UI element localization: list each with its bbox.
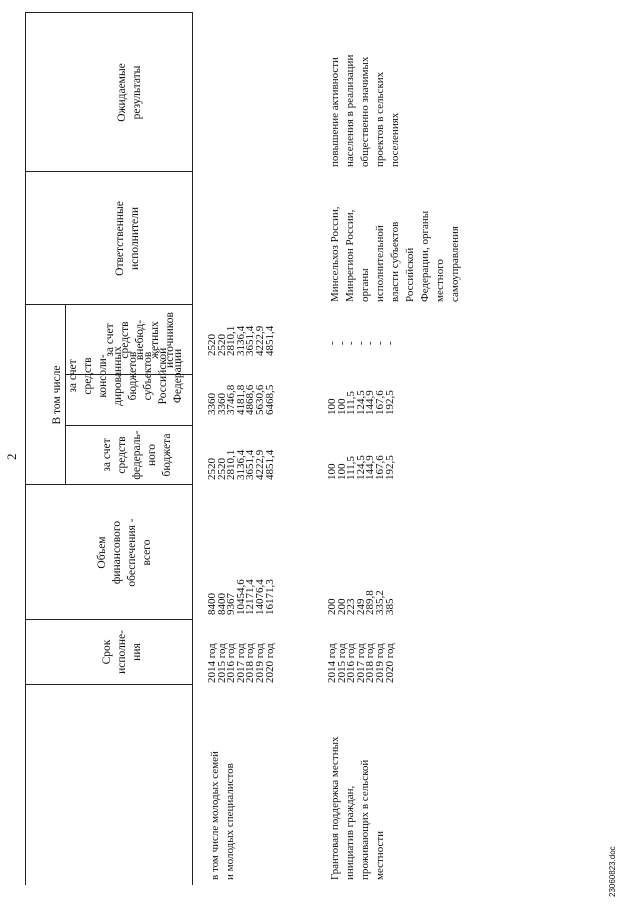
header-federal: за счет средств федераль- ного бюджета [101, 430, 173, 480]
header-exec: Ответственные исполнители [114, 201, 141, 276]
table-header-bottom-border [192, 12, 193, 885]
row-2-results: повышение активности населения в реализации общественно значимых проектов в сельских поселениях [329, 54, 401, 167]
col-divider-total [25, 484, 193, 485]
row-2-total: 200 200 223 249 289,8 335,2 385 [326, 590, 396, 615]
header-incl: В том числе [51, 365, 63, 425]
header-extra: за счет средств внебюд- жетных источников [104, 312, 176, 368]
row-1-name: в том числе молодых семей и молодых специалистов [209, 751, 236, 880]
row-2-consolidated: 100 100 111,5 124,5 144,9 167,6 192,5 [326, 390, 396, 415]
table-right-border [25, 12, 193, 13]
document-filename: 23060823.doc [608, 846, 617, 897]
row-1-total: 8400 8400 9367 10454,6 12171,4 14076,4 16171,3 [206, 579, 276, 615]
row-2-extra: - - - - - - - [326, 341, 396, 345]
page-number: 2 [4, 453, 19, 460]
col-divider-term [25, 684, 193, 685]
header-results: Ожидаемые результаты [116, 63, 143, 122]
row-2-years: 2014 год 2015 год 2016 год 2017 год 2018 год 2019 год 2020 год [326, 643, 396, 683]
row-1-extra: 2520 2520 2810,1 3136,4 3651,4 4222,9 4851,4 [206, 325, 276, 356]
row-2-executors: Минсельхоз России, Минрегион России, органы исполнительной власти субъектов Российской Федерации, органы местного самоуправления [329, 206, 461, 302]
header-consolidated: за счет средств консоли- дированных бюджетов субъектов Российской Федерации [67, 346, 184, 406]
col-divider-exec [25, 171, 193, 172]
row-1-federal: 2520 2520 2810,1 3136,4 3651,4 4222,9 4851,4 [206, 449, 276, 480]
header-term: Срок исполне- ния [101, 630, 143, 674]
table-top-border [25, 12, 26, 885]
row-1-consolidated: 3360 3360 3746,8 4181,8 4868,6 5630,6 6468,5 [206, 384, 276, 415]
row-1-years: 2014 год 2015 год 2016 год 2017 год 2018 год 2019 год 2020 год [206, 643, 276, 683]
row-2-federal: 100 100 111,5 124,5 144,9 167,6 192,5 [326, 455, 396, 480]
row-2-name: Грантовая поддержка местных инициатив граждан, проживающих в сельской местности [329, 736, 386, 880]
header-total: Объем финансового обеспечения - всего [96, 518, 153, 587]
